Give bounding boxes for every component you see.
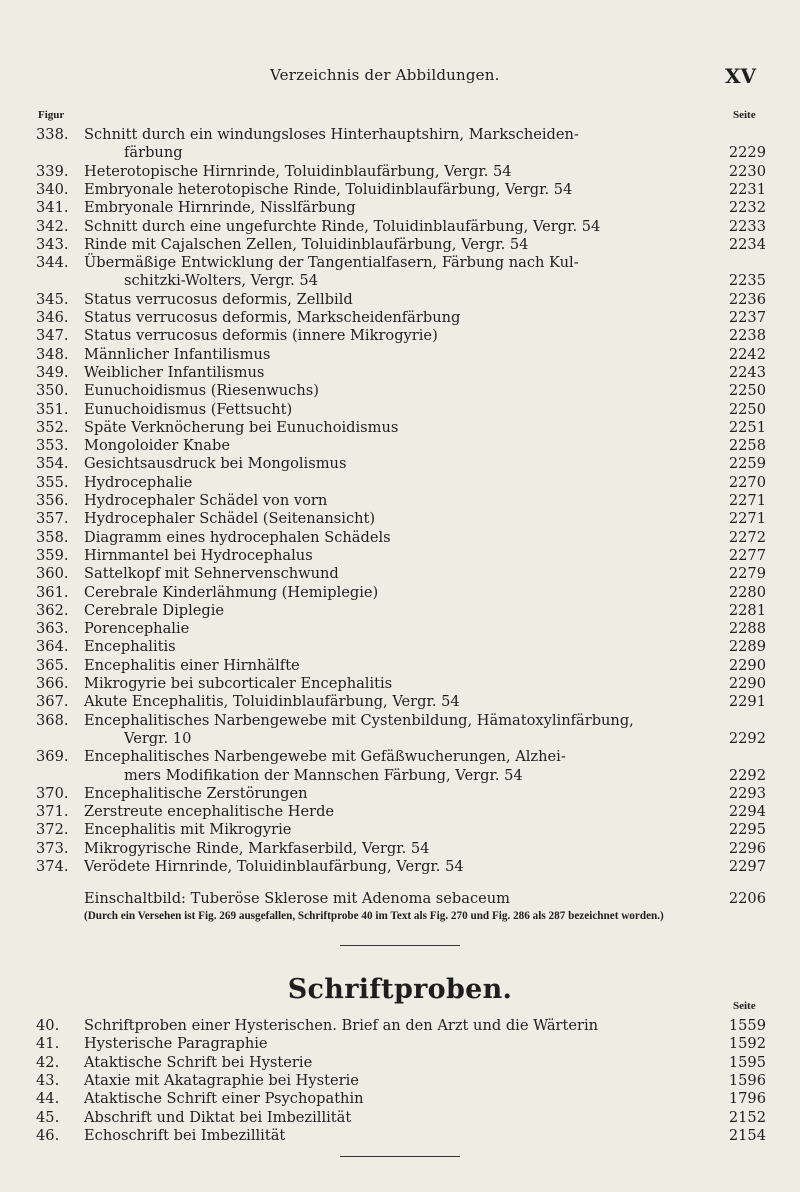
entry-number: 369.	[36, 748, 69, 766]
column-header-seite: Seite	[733, 109, 756, 121]
figure-row	[0, 510, 800, 528]
entry-title: Status verrucosus deformis, Markscheidenfärbung	[84, 309, 461, 326]
figure-row	[0, 675, 800, 693]
entry-page: 2281	[728, 601, 766, 619]
entry-page: 2271	[728, 492, 766, 509]
entry-number: 338.	[36, 126, 69, 143]
entry-number: 46.	[36, 1126, 60, 1144]
entry-title: Mongoloider Knabe	[84, 437, 230, 455]
entry-number: 363.	[36, 620, 69, 638]
entry-number: 41.	[36, 1035, 60, 1053]
entry-page: 2294	[728, 803, 766, 821]
entry-page: 1592	[728, 1035, 766, 1053]
entry-page: 2233	[728, 217, 766, 235]
entry-page: 2270	[728, 473, 766, 491]
entry-title: Sattelkopf mit Sehnervenschwund	[84, 565, 339, 583]
sample-row	[0, 1109, 800, 1127]
figure-row	[0, 327, 800, 345]
entry-number: 361.	[36, 583, 69, 601]
entry-page: 2296	[728, 839, 766, 857]
column-header-figur: Figur	[38, 109, 65, 121]
entry-page: 2258	[728, 437, 766, 455]
figure-row	[0, 565, 800, 583]
entry-number: 43.	[36, 1071, 60, 1089]
entry-title: Heterotopische Hirnrinde, Toluidinblaufärbung, Vergr. 54	[84, 162, 512, 180]
entry-number: 343.	[36, 235, 69, 253]
entry-title: färbung	[124, 144, 183, 162]
entry-title: Diagramm eines hydrocephalen Schädels	[84, 528, 391, 546]
entry-number: 348.	[36, 345, 69, 363]
entry-number: 344.	[36, 254, 69, 272]
figure-row	[0, 291, 800, 309]
entry-number: 341.	[36, 199, 69, 217]
erratum-note: (Durch ein Versehen ist Fig. 269 ausgefallen, Schriftprobe 40 im Text als Fig. 270 und Fig. 286 als 287 bezeichnet worden.)	[84, 910, 664, 922]
figure-row	[0, 821, 800, 839]
page-number: XV	[725, 64, 757, 88]
entry-title: Hirnmantel bei Hydrocephalus	[84, 546, 313, 564]
entry-number: 340.	[36, 180, 69, 198]
entry-number: 339.	[36, 162, 69, 180]
entry-number: 352.	[36, 418, 69, 436]
insert-entry	[0, 890, 800, 908]
entry-page: 2242	[728, 345, 766, 363]
figure-row	[0, 272, 800, 290]
entry-title: Echoschrift bei Imbezillität	[84, 1126, 286, 1144]
entry-page: 2237	[728, 309, 766, 326]
figure-row	[0, 364, 800, 382]
entry-page: 2289	[728, 638, 766, 656]
entry-title: Rinde mit Cajalschen Zellen, Toluidinblaufärbung, Vergr. 54	[84, 235, 529, 253]
insert-page: 2206	[728, 890, 766, 907]
entry-page: 2230	[728, 162, 766, 180]
entry-number: 356.	[36, 492, 69, 509]
figure-row	[0, 657, 800, 675]
entry-page: 2152	[728, 1108, 766, 1126]
entry-page: 2243	[728, 363, 766, 381]
entry-page: 2154	[728, 1126, 766, 1144]
entry-page: 1595	[728, 1053, 766, 1071]
entry-title: Encephalitische Zerstörungen	[84, 784, 308, 802]
entry-number: 368.	[36, 711, 69, 729]
entry-page: 2272	[728, 528, 766, 546]
entry-number: 370.	[36, 784, 69, 802]
entry-title: mers Modifikation der Mannschen Färbung, Vergr. 54	[124, 766, 523, 784]
figure-row	[0, 401, 800, 419]
figure-row	[0, 419, 800, 437]
entry-title: Mikrogyrie bei subcorticaler Encephalitis	[84, 675, 393, 692]
sample-row	[0, 1035, 800, 1053]
figure-row	[0, 309, 800, 327]
entry-page: 2229	[728, 144, 766, 162]
entry-title: Zerstreute encephalitische Herde	[84, 803, 335, 821]
entry-title: Embryonale Hirnrinde, Nisslfärbung	[84, 199, 356, 217]
entry-title: Gesichtsausdruck bei Mongolismus	[84, 455, 347, 473]
figure-row	[0, 803, 800, 821]
entry-page: 1796	[728, 1090, 766, 1108]
entry-page: 1559	[728, 1017, 766, 1034]
sample-row	[0, 1054, 800, 1072]
entry-number: 374.	[36, 858, 69, 875]
entry-number: 349.	[36, 363, 69, 381]
entry-title: Ataktische Schrift einer Psychopathin	[84, 1090, 364, 1108]
figure-row	[0, 163, 800, 181]
running-header-title: Verzeichnis der Abbildungen.	[270, 66, 500, 84]
entry-number: 355.	[36, 473, 69, 491]
entry-page: 2288	[728, 620, 766, 638]
entry-title: Ataxie mit Akatagraphie bei Hysterie	[84, 1071, 359, 1089]
entry-number: 365.	[36, 656, 69, 674]
insert-title: Einschaltbild: Tuberöse Sklerose mit Adenoma sebaceum	[84, 890, 511, 907]
entry-page: 2292	[728, 766, 766, 784]
entry-page: 2290	[728, 675, 766, 692]
figure-row	[0, 455, 800, 473]
entry-number: 371.	[36, 803, 69, 821]
entry-page: 2295	[728, 821, 766, 839]
entry-number: 353.	[36, 437, 69, 455]
figure-row	[0, 218, 800, 236]
entry-number: 360.	[36, 565, 69, 583]
figure-row	[0, 602, 800, 620]
figure-row	[0, 144, 800, 162]
entry-title: Weiblicher Infantilismus	[84, 363, 265, 381]
figure-row	[0, 547, 800, 565]
entry-number: 342.	[36, 217, 69, 235]
entry-page: 2234	[728, 235, 766, 253]
entry-number: 351.	[36, 400, 69, 418]
entry-page: 2290	[728, 656, 766, 674]
entry-page: 2231	[728, 180, 766, 198]
entry-page: 1596	[728, 1071, 766, 1089]
entry-title: schitzki-Wolters, Vergr. 54	[124, 272, 319, 290]
entry-page: 2292	[728, 729, 766, 747]
entry-title: Encephalitisches Narbengewebe mit Gefäßwucherungen, Alzhei-	[84, 748, 566, 766]
section-title: Schriftproben.	[287, 974, 513, 1005]
figure-row	[0, 840, 800, 858]
figure-row	[0, 236, 800, 254]
entry-title: Akute Encephalitis, Toluidinblaufärbung, Vergr. 54	[84, 693, 460, 711]
figure-row	[0, 126, 800, 144]
figure-row	[0, 529, 800, 547]
entry-title: Hydrocephalie	[84, 473, 193, 491]
entry-title: Embryonale heterotopische Rinde, Toluidinblaufärbung, Vergr. 54	[84, 180, 573, 198]
entry-title: Hydrocephaler Schädel (Seitenansicht)	[84, 510, 376, 528]
sample-row	[0, 1127, 800, 1145]
sample-row	[0, 1017, 800, 1035]
sample-row	[0, 1090, 800, 1108]
figure-row	[0, 730, 800, 748]
entry-title: Mikrogyrische Rinde, Markfaserbild, Vergr. 54	[84, 839, 430, 857]
entry-title: Männlicher Infantilismus	[84, 345, 271, 363]
entry-number: 359.	[36, 546, 69, 564]
entry-page: 2277	[728, 546, 766, 564]
figure-row	[0, 638, 800, 656]
entry-title: Hysterische Paragraphie	[84, 1035, 268, 1053]
entry-title: Eunuchoidismus (Fettsucht)	[84, 400, 293, 418]
figure-row	[0, 693, 800, 711]
entry-number: 366.	[36, 675, 69, 692]
section-divider	[340, 945, 460, 946]
entry-page: 2250	[728, 400, 766, 418]
entry-number: 44.	[36, 1090, 60, 1108]
entry-number: 45.	[36, 1108, 60, 1126]
entry-page: 2235	[728, 272, 766, 290]
figure-row	[0, 712, 800, 730]
entry-title: Abschrift und Diktat bei Imbezillität	[84, 1108, 352, 1126]
entry-title: Cerebrale Kinderlähmung (Hemiplegie)	[84, 583, 379, 601]
entry-title: Encephalitisches Narbengewebe mit Cystenbildung, Hämatoxylinfärbung,	[84, 711, 634, 729]
entry-page: 2250	[728, 382, 766, 400]
entry-title: Späte Verknöcherung bei Eunuchoidismus	[84, 418, 399, 436]
figure-row	[0, 767, 800, 785]
figure-row	[0, 492, 800, 510]
entry-page: 2259	[728, 455, 766, 473]
entry-page: 2232	[728, 199, 766, 217]
entry-title: Encephalitis mit Mikrogyrie	[84, 821, 292, 839]
entry-number: 372.	[36, 821, 69, 839]
entry-page: 2293	[728, 784, 766, 802]
figure-row	[0, 785, 800, 803]
entry-title: Encephalitis einer Hirnhälfte	[84, 656, 300, 674]
entry-number: 373.	[36, 839, 69, 857]
entry-page: 2238	[728, 327, 766, 345]
entry-title: Status verrucosus deformis (innere Mikrogyrie)	[84, 327, 438, 345]
entry-number: 40.	[36, 1017, 60, 1034]
entry-title: Eunuchoidismus (Riesenwuchs)	[84, 382, 319, 400]
entry-number: 345.	[36, 290, 69, 308]
entry-page: 2280	[728, 583, 766, 601]
figure-row	[0, 346, 800, 364]
entry-number: 358.	[36, 528, 69, 546]
entry-title: Schnitt durch eine ungefurchte Rinde, Toluidinblaufärbung, Vergr. 54	[84, 217, 601, 235]
entry-number: 347.	[36, 327, 69, 345]
entry-number: 42.	[36, 1053, 60, 1071]
figure-row	[0, 382, 800, 400]
entry-title: Hydrocephaler Schädel von vorn	[84, 492, 328, 509]
figure-row	[0, 748, 800, 766]
entry-page: 2236	[728, 290, 766, 308]
entry-page: 2251	[728, 418, 766, 436]
column-header-seite-samples: Seite	[733, 1000, 756, 1012]
entry-number: 362.	[36, 601, 69, 619]
figure-row	[0, 858, 800, 876]
figure-row	[0, 254, 800, 272]
entry-number: 346.	[36, 309, 69, 326]
entry-title: Übermäßige Entwicklung der Tangentialfasern, Färbung nach Kul-	[84, 254, 579, 272]
figure-row	[0, 584, 800, 602]
entry-title: Verödete Hirnrinde, Toluidinblaufärbung, Vergr. 54	[84, 858, 464, 875]
entry-title: Schriftproben einer Hysterischen. Brief an den Arzt und die Wärterin	[84, 1017, 599, 1034]
figure-row	[0, 199, 800, 217]
entry-title: Status verrucosus deformis, Zellbild	[84, 290, 353, 308]
entry-number: 354.	[36, 455, 69, 473]
entry-number: 364.	[36, 638, 69, 656]
entry-number: 350.	[36, 382, 69, 400]
entry-title: Encephalitis	[84, 638, 176, 656]
figure-row	[0, 437, 800, 455]
entry-page: 2271	[728, 510, 766, 528]
entry-title: Cerebrale Diplegie	[84, 601, 225, 619]
figure-row	[0, 620, 800, 638]
entry-title: Vergr. 10	[124, 729, 192, 747]
entry-title: Schnitt durch ein windungsloses Hinterhauptshirn, Markscheiden-	[84, 126, 579, 143]
entry-number: 367.	[36, 693, 69, 711]
figure-row	[0, 181, 800, 199]
bottom-divider	[340, 1156, 460, 1157]
entry-page: 2291	[728, 693, 766, 711]
figure-row	[0, 474, 800, 492]
sample-row	[0, 1072, 800, 1090]
entry-number: 357.	[36, 510, 69, 528]
entry-page: 2297	[728, 858, 766, 875]
entry-title: Ataktische Schrift bei Hysterie	[84, 1053, 313, 1071]
entry-title: Porencephalie	[84, 620, 190, 638]
entry-page: 2279	[728, 565, 766, 583]
